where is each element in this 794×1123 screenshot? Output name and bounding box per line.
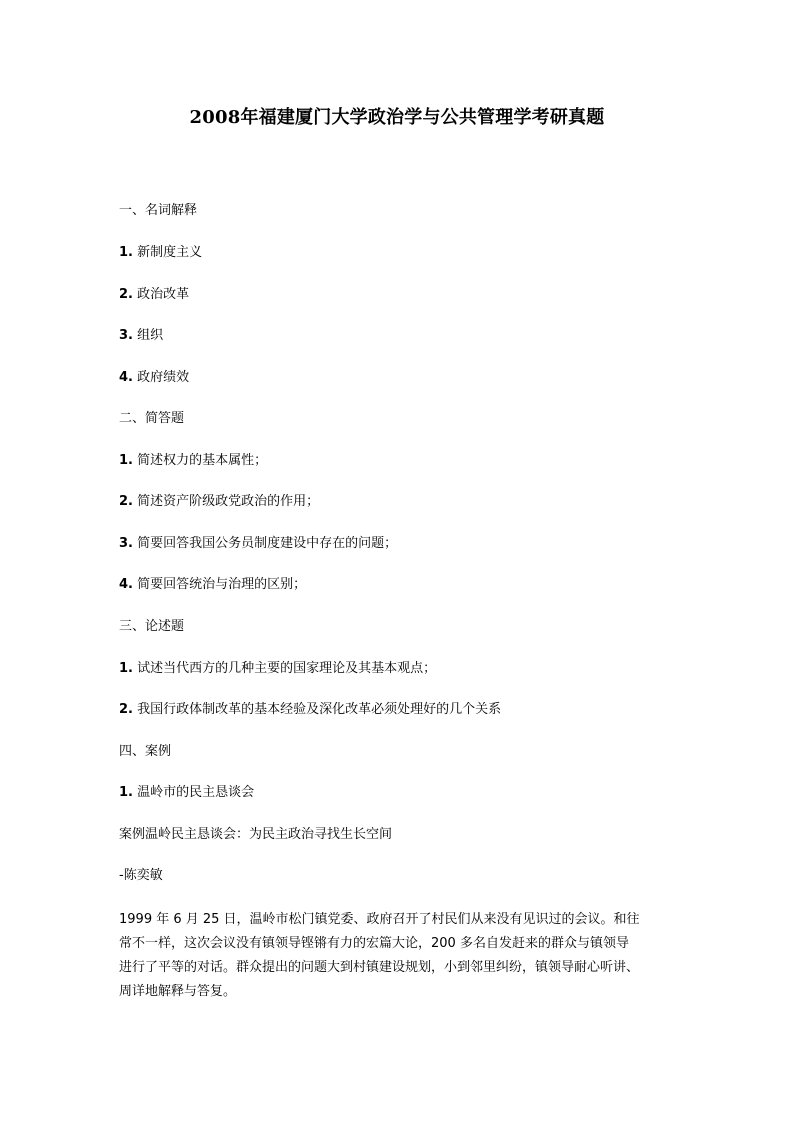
paragraph-line: 进行了平等的对话。群众提出的问题大到村镇建设规划，小到邻里纠纷，镇领导耐心听讲、 bbox=[119, 960, 640, 975]
paragraph-line: 周详地解释与答复。 bbox=[119, 984, 237, 999]
item-text: 简述资产阶级政党政治的作用； bbox=[137, 494, 320, 509]
item-number: 3. bbox=[119, 328, 133, 343]
item-number: 1. bbox=[119, 661, 133, 676]
item-number: 2. bbox=[119, 287, 133, 302]
item-text: 简述权力的基本属性； bbox=[137, 453, 268, 468]
item-text: 简要回答统治与治理的区别； bbox=[137, 577, 307, 592]
list-item bbox=[119, 452, 267, 470]
item-number: 4. bbox=[119, 370, 133, 385]
list-item bbox=[119, 493, 319, 511]
section-heading-case: 四、案例 bbox=[119, 744, 172, 759]
item-number: 1. bbox=[119, 453, 133, 468]
item-text: 政治改革 bbox=[137, 287, 190, 302]
item-text: 试述当代西方的几种主要的国家理论及其基本观点； bbox=[137, 661, 437, 676]
paragraph-line: 常不一样，这次会议没有镇领导铿锵有力的宏篇大论，200 多名自发赶来的群众与镇领导 bbox=[119, 936, 629, 951]
page-title: 2008年福建厦门大学政治学与公共管理学考研真题 bbox=[189, 107, 605, 128]
item-number: 1. bbox=[119, 245, 133, 260]
list-item bbox=[119, 535, 397, 553]
list-item bbox=[119, 576, 306, 594]
list-item bbox=[119, 660, 436, 678]
item-number: 2. bbox=[119, 702, 133, 717]
item-number: 3. bbox=[119, 536, 133, 551]
section-heading-essay: 三、论述题 bbox=[119, 619, 185, 634]
section-heading-short-answer: 二、简答题 bbox=[119, 411, 185, 426]
item-text: 政府绩效 bbox=[137, 370, 190, 385]
section-heading-terms: 一、名词解释 bbox=[119, 203, 198, 218]
paragraph-line: 1999 年 6 月 25 日，温岭市松门镇党委、政府召开了村民们从来没有见识过的会议。和往 bbox=[119, 912, 640, 927]
case-heading: 案例温岭民主恳谈会：为民主政治寻找生长空间 bbox=[119, 827, 393, 842]
item-number: 1. bbox=[119, 785, 133, 800]
item-text: 新制度主义 bbox=[137, 245, 203, 260]
item-text: 组织 bbox=[137, 328, 164, 343]
list-item bbox=[119, 244, 202, 262]
case-author: -陈奕敏 bbox=[119, 868, 163, 883]
list-item bbox=[119, 701, 501, 719]
item-number: 2. bbox=[119, 494, 133, 509]
item-text: 温岭市的民主恳谈会 bbox=[137, 785, 255, 800]
item-text: 简要回答我国公务员制度建设中存在的问题； bbox=[137, 536, 398, 551]
list-item bbox=[119, 327, 163, 345]
list-item bbox=[119, 784, 254, 802]
item-text: 我国行政体制改革的基本经验及深化改革必须处理好的几个关系 bbox=[137, 702, 502, 717]
list-item bbox=[119, 286, 189, 304]
item-number: 4. bbox=[119, 577, 133, 592]
list-item bbox=[119, 369, 189, 387]
case-paragraph bbox=[119, 908, 679, 1004]
